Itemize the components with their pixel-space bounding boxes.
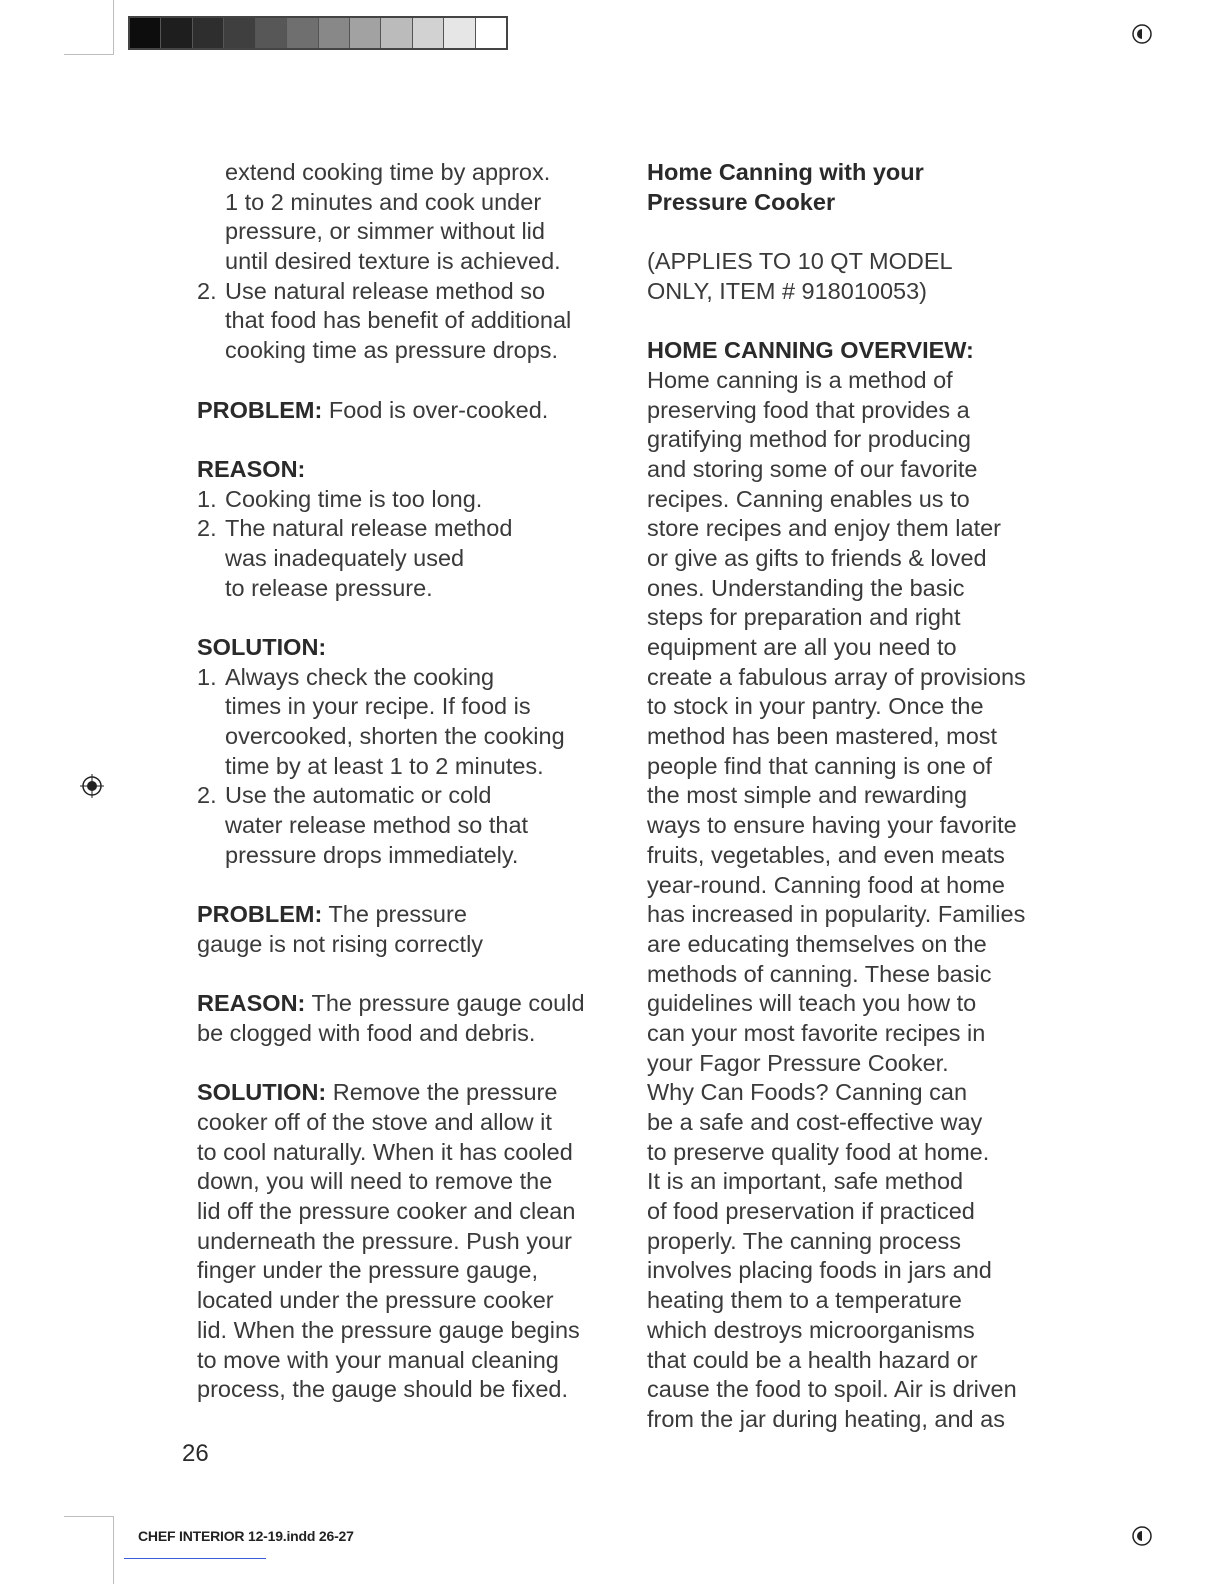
text-line: cooking time as pressure drops. <box>225 337 559 364</box>
applies-note: (APPLIES TO 10 QT MODEL <box>647 248 953 275</box>
text-line: are educating themselves on the <box>647 930 987 957</box>
step-text: Use natural release method so <box>225 277 546 304</box>
text-line: cause the food to spoil. Air is driven <box>647 1376 1017 1403</box>
text-line: heating them to a temperature <box>647 1287 962 1314</box>
crop-mark <box>113 1516 114 1584</box>
color-swatch <box>444 18 475 48</box>
text-line: of food preservation if practiced <box>647 1198 975 1225</box>
step-number: 2. <box>197 277 217 304</box>
color-swatch <box>381 18 412 48</box>
text-line: the most simple and rewarding <box>647 782 968 809</box>
text-line: your Fagor Pressure Cooker. <box>647 1049 949 1076</box>
section-heading: Pressure Cooker <box>647 188 836 215</box>
text-line: overcooked, shorten the cooking <box>225 723 565 750</box>
text-line: located under the pressure cooker <box>197 1287 554 1314</box>
left-column <box>197 158 617 1405</box>
step-number: 1. <box>197 485 217 512</box>
text-line: be clogged with food and debris. <box>197 1019 536 1046</box>
solution-paragraph <box>197 1108 617 1405</box>
solution-list <box>197 663 617 871</box>
text-line: to release pressure. <box>225 574 433 601</box>
text-line: methods of canning. These basic <box>647 960 992 987</box>
text-line: and storing some of our favorite <box>647 455 978 482</box>
problem-text: The pressure <box>322 901 467 928</box>
color-swatch <box>193 18 224 48</box>
text-line: finger under the pressure gauge, <box>197 1257 538 1284</box>
text-line: Why Can Foods? Canning can <box>647 1079 968 1106</box>
color-swatch <box>130 18 161 48</box>
registration-mark-icon <box>1130 22 1154 46</box>
text-line: process, the gauge should be fixed. <box>197 1376 569 1403</box>
reason-text: The pressure gauge could <box>305 990 585 1017</box>
color-swatch <box>476 18 506 48</box>
text-line: to preserve quality food at home. <box>647 1138 990 1165</box>
text-line: lid off the pressure cooker and clean <box>197 1198 576 1225</box>
step-text: Cooking time is too long. <box>225 485 483 512</box>
text-line: underneath the pressure. Push your <box>197 1227 572 1254</box>
step-text: Use the automatic or cold <box>225 782 492 809</box>
text-line: or give as gifts to friends & loved <box>647 544 987 571</box>
text-line: gratifying method for producing <box>647 426 971 453</box>
text-line: times in your recipe. If food is <box>225 693 531 720</box>
text-line: was inadequately used <box>225 544 465 571</box>
crop-mark <box>64 1516 114 1517</box>
step-number: 2. <box>197 515 217 542</box>
reason-line <box>197 989 617 1019</box>
text-line: people find that canning is one of <box>647 752 992 779</box>
text-line: recipes. Canning enables us to <box>647 485 970 512</box>
solution-label: SOLUTION: <box>197 634 327 660</box>
color-swatch <box>161 18 192 48</box>
step-number: 1. <box>197 663 217 690</box>
text-line: method has been mastered, most <box>647 723 998 750</box>
reason-label: REASON: <box>197 990 306 1017</box>
reason-list <box>197 485 617 604</box>
color-swatch <box>224 18 255 48</box>
text-line: to move with your manual cleaning <box>197 1346 559 1373</box>
color-swatch <box>256 18 287 48</box>
crop-mark <box>113 0 114 54</box>
step-text: Always check the cooking <box>225 663 495 690</box>
overview-heading: HOME CANNING OVERVIEW: <box>647 337 974 364</box>
text-line: store recipes and enjoy them later <box>647 515 1001 542</box>
text-line: that could be a health hazard or <box>647 1346 978 1373</box>
color-swatch <box>350 18 381 48</box>
registration-mark-icon <box>80 774 104 798</box>
text-line: fruits, vegetables, and even meats <box>647 841 1005 868</box>
problem-line <box>197 900 617 930</box>
text-line: properly. The canning process <box>647 1227 961 1254</box>
text-line: create a fabulous array of provisions <box>647 663 1026 690</box>
reason-label: REASON: <box>197 455 306 482</box>
problem-label: PROBLEM: <box>197 396 323 423</box>
step-number: 2. <box>197 782 217 809</box>
list-item <box>197 663 617 693</box>
applies-note: ONLY, ITEM # 918010053) <box>647 277 927 304</box>
text-line: ones. Understanding the basic <box>647 574 965 601</box>
text-line: water release method so that <box>225 812 529 839</box>
text-line: pressure drops immediately. <box>225 841 519 868</box>
continued-step <box>197 158 617 277</box>
overview-paragraph <box>647 366 1067 1435</box>
text-line: ways to ensure having your favorite <box>647 812 1017 839</box>
problem-label: PROBLEM: <box>197 901 323 928</box>
text-line: pressure, or simmer without lid <box>225 218 545 245</box>
section-heading: Home Canning with your <box>647 159 924 185</box>
crop-mark <box>64 54 114 55</box>
color-swatch <box>287 18 318 48</box>
text-line: to stock in your pantry. Once the <box>647 693 984 720</box>
text-line: cooker off of the stove and allow it <box>197 1109 552 1135</box>
list-item <box>197 485 617 515</box>
text-line: Home canning is a method of <box>647 366 953 393</box>
registration-mark-icon <box>1130 1524 1154 1548</box>
color-swatch <box>319 18 350 48</box>
solution-text: Remove the pressure <box>326 1079 558 1106</box>
text-line: from the jar during heating, and as <box>647 1405 1005 1432</box>
text-line: preserving food that provides a <box>647 396 970 423</box>
text-line: 1 to 2 minutes and cook under <box>225 188 542 215</box>
text-line <box>197 277 617 307</box>
text-line: gauge is not rising correctly <box>197 930 484 957</box>
grayscale-color-bar <box>128 16 508 50</box>
text-line: has increased in popularity. Families <box>647 901 1026 928</box>
problem-text: Food is over-cooked. <box>322 396 549 423</box>
text-line: to cool naturally. When it has cooled <box>197 1138 573 1165</box>
color-swatch <box>413 18 444 48</box>
text-line: time by at least 1 to 2 minutes. <box>225 752 544 779</box>
problem-line <box>197 396 617 426</box>
text-line: extend cooking time by approx. <box>225 159 551 185</box>
text-line: year-round. Canning food at home <box>647 871 1005 898</box>
text-line: down, you will need to remove the <box>197 1168 553 1195</box>
step-text: The natural release method <box>225 515 513 542</box>
text-line: equipment are all you need to <box>647 634 957 660</box>
text-line: be a safe and cost-effective way <box>647 1109 983 1135</box>
text-line: involves placing foods in jars and <box>647 1257 992 1284</box>
text-line: It is an important, safe method <box>647 1168 964 1195</box>
page-number: 26 <box>182 1440 209 1467</box>
text-line: guidelines will teach you how to <box>647 990 977 1017</box>
solution-line <box>197 1078 617 1108</box>
right-column <box>647 158 1067 1435</box>
list-item <box>197 514 617 544</box>
text-line: that food has benefit of additional <box>225 307 572 334</box>
text-line: lid. When the pressure gauge begins <box>197 1316 580 1343</box>
text-line: steps for preparation and right <box>647 604 961 631</box>
text-line: can your most favorite recipes in <box>647 1019 986 1046</box>
solution-label: SOLUTION: <box>197 1079 327 1106</box>
text-line: until desired texture is achieved. <box>225 248 561 275</box>
numbered-step <box>197 277 617 366</box>
list-item <box>197 781 617 811</box>
text-line: which destroys microorganisms <box>647 1316 975 1343</box>
slug-rule <box>124 1558 266 1559</box>
file-slug: CHEF INTERIOR 12-19.indd 26-27 <box>138 1528 354 1544</box>
